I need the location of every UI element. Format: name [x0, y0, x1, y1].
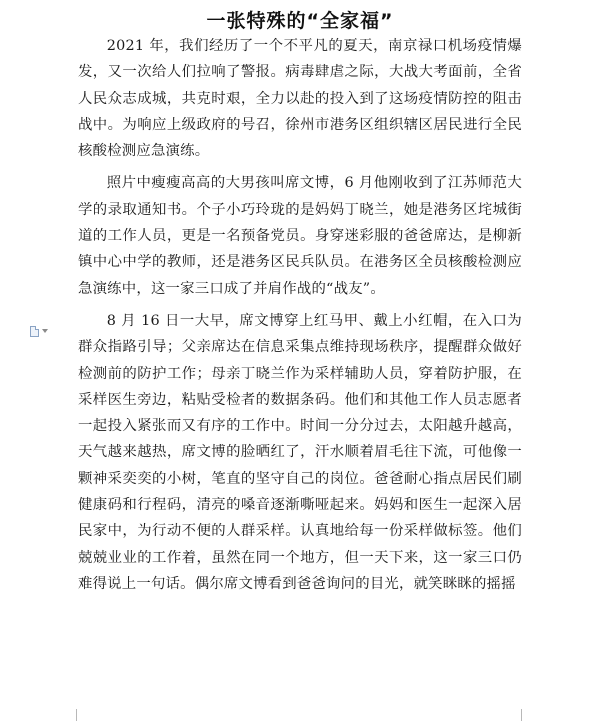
document-icon [30, 326, 39, 337]
document-body [78, 33, 522, 597]
crop-mark-bottom-left [64, 709, 77, 721]
crop-mark-bottom-right [521, 709, 534, 721]
paragraph-layout-marker[interactable] [30, 324, 54, 338]
paragraph-2: 照片中瘦瘦高高的大男孩叫席文博，6 月他刚收到了江苏师范大学的录取通知书。个子小巧玲珑的是妈妈丁晓兰，她是港务区垞城街道的工作人员，更是一名预备党员。身穿迷彩服的爸爸席达，是柳新镇中心中学的教师，还是港务区民兵队员。在港务区全员核酸检测应急演练中，这一家三口成了并肩作战的“战友”。 [78, 175, 522, 297]
document-title: 一张特殊的“全家福” [206, 10, 394, 32]
paragraph-3: 8 月 16 日一大早，席文博穿上红马甲、戴上小红帽，在入口为群众指路引导；父亲席达在信息采集点维持现场秩序，提醒群众做好检测前的防护工作；母亲丁晓兰作为采样辅助人员，穿着防护服，在采样医生旁边，粘贴受检者的数据条码。他们和其他工作人员志愿者一起投入紧张而又有序的工作中。时间一分分过去，太阳越升越高，天气越来越热，席文博的脸晒红了，汗水顺着眉毛往下流，可他像一颗神采奕奕的小树，笔直的坚守自己的岗位。爸爸耐心指点居民们刷健康码和行程码，清亮的嗓音逐渐嘶哑起来。妈妈和医生一起深入居民家中，为行动不便的人群采样。认真地给每一份采样做标签。他们兢兢业业的工作着，虽然在同一个地方，但一天下来，这一家三口仍难得说上一句话。偶尔席文博看到爸爸询问的目光，就笑眯眯的摇摇 [78, 312, 522, 592]
paragraph-1: 2021 年，我们经历了一个不平凡的夏天，南京禄口机场疫情爆发，又一次给人们拉响了警报。病毒肆虐之际，大战大考面前，全省人民众志成城，共克时艰，全力以赴的投入到了这场疫情防控的阻击战中。为响应上级政府的号召，徐州市港务区组织辖区居民进行全民核酸检测应急演练。 [78, 38, 522, 160]
dropdown-caret-icon [42, 329, 48, 333]
